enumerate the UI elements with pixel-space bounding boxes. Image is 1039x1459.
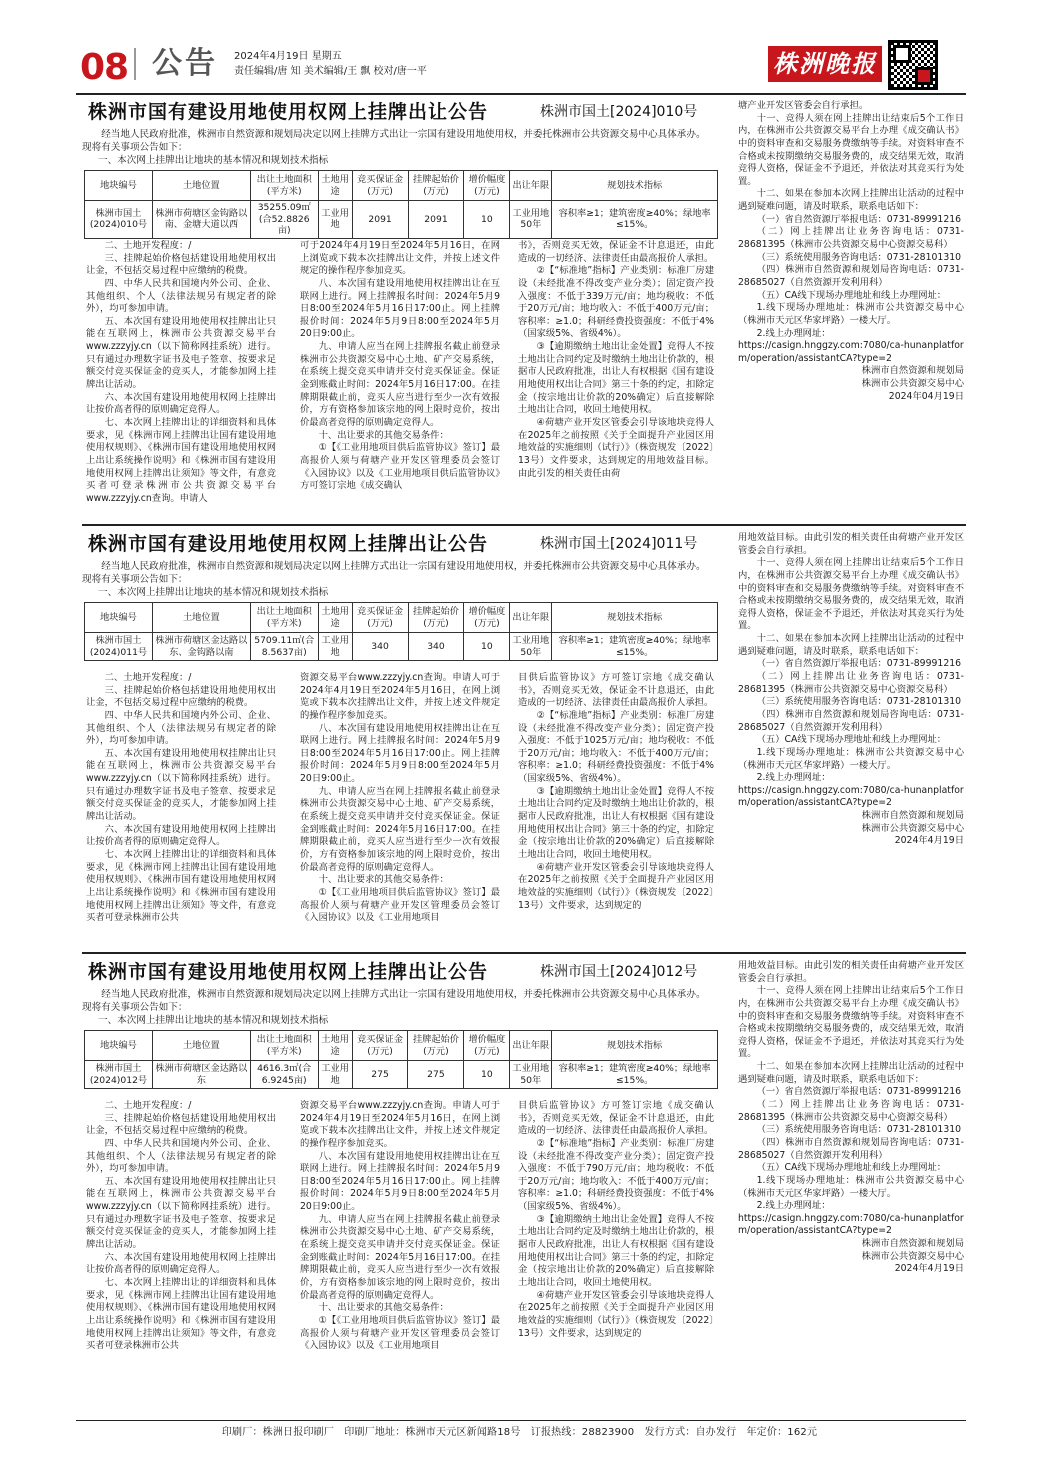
paragraph: 十、出让要求的其他交易条件： [318, 1302, 449, 1314]
table-cell: 10 [464, 633, 510, 661]
paragraph: ②【“标准地”指标】产业类别：标准厂房建设（未经批准不得改变产业分类）；固定资产投入强度：不低于339万元/亩；地均税收：不低于20万元/亩；地均收入：不低于400万元/亩；容积率：≥1.0；科研经费投资强度：不低于4%（国家级5%、省级4%）。 [518, 265, 714, 340]
paragraph: 六、本次国有建设用地使用权网上挂牌出让按价高者得的原则确定竞得人。 [86, 1251, 276, 1276]
paragraph: 2.线上办理网址： [756, 327, 831, 339]
signature-line: 株洲市自然资源和规划局 [861, 810, 964, 822]
text-column-col3 [518, 672, 714, 912]
paragraph: 五、本次国有建设用地使用权挂牌出让只能在互联网上，株洲市公共资源交易平台www.zzzyjy.cn（以下简称网挂系统）进行。只有通过办理数字证书及电子签章、按要求足额交付竞买保证金的竞买人，才能参加网上挂牌出让活动。 [86, 315, 276, 391]
paragraph: 二、土地开发程度：/ [104, 1100, 192, 1111]
table-cell: 275 [408, 1061, 464, 1089]
table-header-cell: 土地位置 [152, 603, 250, 633]
signature-line: 2024年04月19日 [888, 390, 964, 402]
table-header-cell: 地块编号 [85, 171, 153, 201]
table-header-cell: 增价幅度(万元) [464, 171, 510, 201]
table-header-cell: 规划技术指标 [552, 1031, 718, 1061]
table-cell: 10 [464, 201, 510, 239]
paragraph: 六、本次国有建设用地使用权网上挂牌出让按价高者得的原则确定竞得人。 [86, 823, 276, 848]
notice-intro: 经当地人民政府批准，株洲市自然资源和规划局决定以网上挂牌方式出让一宗国有建设用地使用权，并委托株洲市公共资源交易中心具体承办。现将有关事项公告如下： [82, 129, 706, 154]
paragraph: （五）CA线下现场办理地址和线上办理网址： [756, 1162, 947, 1174]
paragraph: 三、挂牌起始价格包括建设用地使用权出让金，不包括交易过程中应缴纳的税费。 [86, 1112, 276, 1137]
paragraph: 六、本次国有建设用地使用权网上挂牌出让按价高者得的原则确定竞得人。 [86, 391, 276, 416]
paragraph: 1.线下现场办理地址：株洲市公共资源交易中心（株洲市天元区华家坪路）一楼大厅。 [738, 302, 964, 326]
land-table [84, 170, 718, 239]
land-table [84, 602, 718, 661]
notice-intro: 经当地人民政府批准，株洲市自然资源和规划局决定以网上挂牌方式出让一宗国有建设用地使用权，并委托株洲市公共资源交易中心具体承办。现将有关事项公告如下： [82, 989, 706, 1014]
table-header-cell: 土地位置 [152, 1031, 250, 1061]
paragraph: ③【逾期缴纳土地出让金处置】竞得人不按土地出让合同约定及时缴纳土地出让价款的，根据市人民政府批准，出让人有权根据《国有建设用地使用权出让合同》第三十条的约定，扣除定金（按宗地出让价款的20%确定）后直接解除土地出让合同，收回土地使用权。 [518, 1213, 714, 1288]
table-header-cell: 竞买保证金(万元) [352, 1031, 408, 1061]
table-cell: 35255.09㎡(合52.8826亩) [250, 201, 318, 239]
paragraph: 可于2024年4月19日至2024年5月16日，在网上浏览或下载本次挂牌出让文件，并按上述文件规定的操作程序参加竞买。 [300, 240, 500, 277]
paragraph: （四）株洲市自然资源和规划局咨询电话：0731-28685027（自然资源开发利用科） [738, 1136, 964, 1161]
paragraph: 1.线下现场办理地址：株洲市公共资源交易中心（株洲市天元区华家坪路）一楼大厅。 [738, 1174, 964, 1199]
paragraph: （二）网上挂牌出让业务咨询电话：0731-28681395（株洲市公共资源交易中心资源交易科） [738, 671, 964, 695]
paragraph: ④荷塘产业开发区管委会引导该地块竞得人在2025年之前按照《关于全面提升产业园区用地效益的实施细则（试行）》（株资规发〔2022〕13号）文件要求，达到规定的 [518, 861, 714, 911]
paragraph: （四）株洲市自然资源和规划局咨询电话：0731-28685027（自然资源开发利用科） [738, 264, 964, 288]
paragraph: （三）系统使用服务咨询电话：0731-28101310 [756, 1124, 962, 1136]
table-cell: 株洲市荷塘区金钩路以南、金塘大道以西 [152, 201, 250, 239]
paragraph: 五、本次国有建设用地使用权挂牌出让只能在互联网上，株洲市公共资源交易平台www.zzzyjy.cn（以下简称网挂系统）进行。只有通过办理数字证书及电子签章、按要求足额交付竞买保证金的竞买人，才能参加网上挂牌出让活动。 [86, 1175, 276, 1251]
footer-rule [76, 1420, 966, 1421]
paragraph: 十二、如果在参加本次网上挂牌出让活动的过程中遇到疑难问题，请及时联系，联系电话如下： [738, 188, 964, 213]
paragraph: https://casign.hnggzy.com:7080/ca-hunanplatform/operation/assistantCA?type=2 [738, 784, 964, 809]
section-heading: 一、本次网上挂牌出让地块的基本情况和规划技术指标 [98, 587, 329, 598]
paragraph: ④荷塘产业开发区管委会引导该地块竞得人在2025年之前按照《关于全面提升产业园区用地效益的实施细则（试行）》（株资规发〔2022〕13号）文件要求，达到规定的用地效益目标。由此引发的相关责任由荷 [518, 416, 714, 479]
paragraph: 四、中华人民共和国境内外公司、企业、其他组织、个人（法律法规另有规定者的除外），均可参加申请。 [86, 709, 276, 747]
table-cell: 5709.11㎡(合8.5637亩) [250, 633, 318, 661]
table-cell: 株洲市国土(2024)010号 [85, 201, 153, 239]
paragraph: https://casign.hnggzy.com:7080/ca-hunanplatform/operation/assistantCA?type=2 [738, 1212, 964, 1237]
header-rule [76, 93, 966, 95]
notice-separator [82, 952, 966, 954]
signature-line: 2024年4月19日 [894, 835, 964, 847]
table-cell: 340 [408, 633, 464, 661]
paragraph: 四、中华人民共和国境内外公司、企业、其他组织、个人（法律法规另有规定者的除外），均可参加申请。 [86, 277, 276, 315]
signature-line: 2024年4月19日 [894, 1263, 964, 1275]
paragraph: 目供后监管协议》方可签订宗地《成交确认书》，否则竞买无效，保证金不计息退还，由此造成的一切经济、法律责任由最高报价人承担。 [518, 1100, 714, 1137]
table-row [85, 633, 718, 661]
paragraph: ④荷塘产业开发区管委会引导该地块竞得人在2025年之前按照《关于全面提升产业园区用地效益的实施细则（试行）》（株资规发〔2022〕13号）文件要求，达到规定的 [518, 1289, 714, 1339]
paragraph: ③【逾期缴纳土地出让金处置】竞得人不按土地出让合同约定及时缴纳土地出让价款的，根据市人民政府批准，出让人有权根据《国有建设用地使用权出让合同》第三十条的约定，扣除定金（按宗地出让价款的20%确定）后直接解除土地出让合同，收回土地使用权。 [518, 785, 714, 860]
table-cell: 工业用地50年 [510, 201, 552, 239]
table-header-cell: 土地位置 [152, 171, 250, 201]
paragraph: 七、本次网上挂牌出让的详细资料和具体要求，见《株洲市网上挂牌出让国有建设用地使用权规则》、《株洲市国有建设用地使用权网上出让系统操作说明》和《株洲市国有建设用地使用权网上挂牌出让须知》等文件，有意竞买者可登录株洲市公共 [86, 848, 276, 924]
notice-separator [82, 524, 966, 526]
paragraph: （二）网上挂牌出让业务咨询电话：0731-28681395（株洲市公共资源交易中心资源交易科） [738, 226, 964, 251]
table-cell: 株洲市国土(2024)012号 [85, 1061, 153, 1089]
text-column-col2 [300, 1100, 500, 1353]
paragraph: （一）省自然资源厅举报电话：0731-89991216 [756, 1086, 962, 1098]
text-column-col1 [86, 240, 276, 505]
header-divider [134, 48, 136, 80]
table-cell: 容积率≥1；建筑密度≥40%；绿地率≤15%。 [552, 1061, 718, 1089]
notice-title: 株洲市国有建设用地使用权网上挂牌出让公告 [88, 101, 489, 123]
paragraph: 二、土地开发程度：/ [104, 240, 192, 251]
paragraph: ②【“标准地”指标】产业类别：标准厂房建设（未经批准不得改变产业分类）；固定资产投入强度：不低于1025万元/亩；地均税收：不低于20万元/亩；地均收入：不低于400万元/亩；容积率：≥1.0；科研经费投资强度：不低于4%（国家级5%、省级4%）。 [518, 709, 714, 785]
table-cell: 容积率≥1；建筑密度≥40%；绿地率≤15%。 [552, 633, 718, 661]
page-number: 08 [80, 47, 129, 88]
table-cell: 2091 [408, 201, 464, 239]
text-column-col2 [300, 672, 500, 925]
paragraph: 九、申请人应当在网上挂牌报名截止前登录株洲市公共资源交易中心土地、矿产交易系统，在系统上提交竞买申请并交付竞买保证金。保证金到账截止时间：2024年5月16日17:00。在挂牌期限截止前，竞买人应当进行至少一次有效报价，方有资格参加该宗地的网上限时竞价，按出价最高者竞得的原则确定竞得人。 [300, 341, 500, 428]
issue-date: 2024年4月19日 星期五 [234, 51, 342, 62]
header-meta [234, 50, 427, 79]
table-header-cell: 增价幅度(万元) [464, 1031, 510, 1061]
land-notice [82, 960, 966, 1380]
signature-line: 株洲市公共资源交易中心 [861, 378, 964, 390]
masthead [76, 38, 968, 92]
paragraph: （一）省自然资源厅举报电话：0731-89991216 [756, 658, 962, 670]
table-cell: 2091 [352, 201, 408, 239]
paragraph: 塘产业开发区管委会自行承担。 [738, 100, 869, 111]
land-notice [82, 100, 966, 520]
table-header-row [85, 603, 718, 633]
table-header-cell: 出让土地面积(平方米) [250, 171, 318, 201]
paragraph: 七、本次网上挂牌出让的详细资料和具体要求，见《株洲市网上挂牌出让国有建设用地使用权规则》、《株洲市国有建设用地使用权网上出让系统操作说明》和《株洲市国有建设用地使用权网上挂牌出让须知》等文件，有意竞买者可登录株洲市公共资源交易平台www.zzzyjy.cn查询。申请人 [86, 416, 276, 504]
signature-line: 株洲市公共资源交易中心 [861, 1250, 964, 1262]
text-column-col2 [300, 240, 500, 493]
table-cell: 10 [464, 1061, 510, 1089]
paragraph: 八、本次国有建设用地使用权挂牌出让在互联网上进行。网上挂牌报名时间：2024年5月9日8:00至2024年5月16日17:00止。网上挂牌报价时间：2024年5月9日8:00至2024年5月20日9:00止。 [300, 1150, 500, 1213]
section-title: 公告 [152, 46, 218, 81]
table-cell: 工业用地 [318, 1061, 352, 1089]
table-header-cell: 规划技术指标 [552, 603, 718, 633]
table-header-cell: 出让年限 [510, 603, 552, 633]
paragraph: 2.线上办理网址： [756, 772, 831, 784]
paragraph: 八、本次国有建设用地使用权挂牌出让在互联网上进行。网上挂牌报名时间：2024年5月9日8:00至2024年5月16日17:00止。网上挂牌报价时间：2024年5月9日8:00至2024年5月20日9:00止。 [300, 277, 500, 340]
table-header-row [85, 171, 718, 201]
paragraph: ①【《工业用地项目供后监管协议》签订】最高报价人须与荷塘产业开发区管理委员会签订《入园协议》以及《工业用地项目供后监管协议》方可签订宗地《成交确认 [300, 442, 500, 492]
text-column-col1 [86, 672, 276, 925]
table-cell: 工业用地 [318, 633, 352, 661]
table-header-cell: 挂牌起始价(万元) [408, 603, 464, 633]
paragraph: 十二、如果在参加本次网上挂牌出让活动的过程中遇到疑难问题，请及时联系，联系电话如下： [738, 1061, 964, 1085]
table-header-cell: 土地用途 [318, 1031, 352, 1061]
text-column-col4 [738, 960, 964, 1276]
paragraph: 资源交易平台www.zzzyjy.cn查询。申请人可于2024年4月19日至2024年5月16日，在网上浏览或下载本次挂牌出让文件，并按上述文件规定的操作程序参加竞买。 [300, 672, 500, 721]
text-column-col4 [738, 100, 964, 403]
table-header-cell: 地块编号 [85, 1031, 153, 1061]
table-header-cell: 出让年限 [510, 171, 552, 201]
text-column-col1 [86, 1100, 276, 1353]
paragraph: 十二、如果在参加本次网上挂牌出让活动的过程中遇到疑难问题，请及时联系，联系电话如下： [738, 633, 964, 657]
section-heading: 一、本次网上挂牌出让地块的基本情况和规划技术指标 [98, 1015, 329, 1026]
table-header-cell: 竞买保证金(万元) [352, 603, 408, 633]
table-header-cell: 出让土地面积(平方米) [250, 1031, 318, 1061]
table-header-cell: 地块编号 [85, 603, 153, 633]
paragraph: 九、申请人应当在网上挂牌报名截止前登录株洲市公共资源交易中心土地、矿产交易系统，在系统上提交竞买申请并交付竞买保证金。保证金到账截止时间：2024年5月16日17:00。在挂牌期限截止前，竞买人应当进行至少一次有效报价，方有资格参加该宗地的网上限时竞价，按出价最高者竞得的原则确定竞得人。 [300, 1213, 500, 1301]
land-notice [82, 532, 966, 952]
paragraph: （二）网上挂牌出让业务咨询电话：0731-28681395（株洲市公共资源交易中心资源交易科） [738, 1099, 964, 1123]
qr-code-icon [888, 40, 938, 90]
text-column-col4 [738, 532, 964, 848]
paragraph: 七、本次网上挂牌出让的详细资料和具体要求，见《株洲市网上挂牌出让国有建设用地使用权规则》、《株洲市国有建设用地使用权网上出让系统操作说明》和《株洲市国有建设用地使用权网上挂牌出让须知》等文件，有意竞买者可登录株洲市公共 [86, 1276, 276, 1352]
editors-line: 责任编辑/唐 知 美术编辑/王 飘 校对/唐一平 [234, 65, 427, 77]
paragraph: 2.线上办理网址： [756, 1200, 831, 1212]
table-header-row [85, 1031, 718, 1061]
paragraph: （一）省自然资源厅举报电话：0731-89991216 [756, 213, 962, 225]
table-header-cell: 挂牌起始价(万元) [408, 171, 464, 201]
paragraph: 五、本次国有建设用地使用权挂牌出让只能在互联网上，株洲市公共资源交易平台www.zzzyjy.cn（以下简称网挂系统）进行。只有通过办理数字证书及电子签章、按要求足额交付竞买保证金的竞买人，才能参加网上挂牌出让活动。 [86, 747, 276, 823]
paragraph: 九、申请人应当在网上挂牌报名截止前登录株洲市公共资源交易中心土地、矿产交易系统，在系统上提交竞买申请并交付竞买保证金。保证金到账截止时间：2024年5月16日17:00。在挂牌期限截止前，竞买人应当进行至少一次有效报价，方有资格参加该宗地的网上限时竞价，按出价最高者竞得的原则确定竞得人。 [300, 785, 500, 873]
paragraph: 三、挂牌起始价格包括建设用地使用权出让金，不包括交易过程中应缴纳的税费。 [86, 252, 276, 277]
table-cell: 275 [352, 1061, 408, 1089]
table-header-cell: 增价幅度(万元) [464, 603, 510, 633]
paragraph: https://casign.hnggzy.com:7080/ca-hunanplatform/operation/assistantCA?type=2 [738, 340, 964, 364]
paragraph: 十一、竞得人须在网上挂牌出让结束后5个工作日内，在株洲市公共资源交易平台上办理《成交确认书》中的资料审查和交易服务费缴纳等手续。对资料审查不合格或未按期缴纳交易服务费的，成交结果无效，取消竞得人资格，保证金不予退还，并依法对其竞买行为处置。 [738, 557, 964, 632]
paragraph: 八、本次国有建设用地使用权挂牌出让在互联网上进行。网上挂牌报名时间：2024年5月9日8:00至2024年5月16日17:00止。网上挂牌报价时间：2024年5月9日8:00至2024年5月20日9:00止。 [300, 722, 500, 785]
notice-title: 株洲市国有建设用地使用权网上挂牌出让公告 [88, 533, 489, 555]
newspaper-logo: 株洲晚报 [768, 46, 882, 82]
signature-line: 株洲市公共资源交易中心 [861, 822, 964, 834]
table-header-cell: 规划技术指标 [552, 171, 718, 201]
paragraph: 二、土地开发程度：/ [104, 672, 192, 683]
paragraph: 十、出让要求的其他交易条件： [318, 874, 449, 886]
notice-number: 株洲市国土[2024]010号 [540, 104, 698, 120]
paragraph: ①【《工业用地项目供后监管协议》签订】最高报价人须与荷塘产业开发区管理委员会签订《入园协议》以及《工业用地项目 [300, 1314, 500, 1352]
paragraph: （三）系统使用服务咨询电话：0731-28101310 [756, 251, 962, 263]
signature-line: 株洲市自然资源和规划局 [861, 1238, 964, 1250]
paragraph: ①【《工业用地项目供后监管协议》签订】最高报价人须与荷塘产业开发区管理委员会签订《入园协议》以及《工业用地项目 [300, 886, 500, 924]
table-header-cell: 出让年限 [510, 1031, 552, 1061]
paragraph: （五）CA线下现场办理地址和线上办理网址： [756, 734, 947, 746]
table-cell: 株洲市荷塘区金达路以东、金钩路以南 [152, 633, 250, 661]
text-column-col3 [518, 1100, 714, 1340]
table-header-cell: 竞买保证金(万元) [352, 171, 408, 201]
table-row [85, 1061, 718, 1089]
table-cell: 容积率≥1；建筑密度≥40%；绿地率≤15%。 [552, 201, 718, 239]
paragraph: （三）系统使用服务咨询电话：0731-28101310 [756, 696, 962, 708]
paragraph: ②【“标准地”指标】产业类别：标准厂房建设（未经批准不得改变产业分类）；固定资产投入强度：不低于790万元/亩；地均税收：不低于20万元/亩；地均收入：不低于400万元/亩；容积率：≥1.0；科研经费投资强度：不低于4%（国家级5%、省级4%）。 [518, 1137, 714, 1213]
notice-title: 株洲市国有建设用地使用权网上挂牌出让公告 [88, 961, 489, 983]
table-cell: 4616.3㎡(合6.9245亩) [250, 1061, 318, 1089]
table-cell: 340 [352, 633, 408, 661]
notice-number: 株洲市国土[2024]012号 [540, 964, 698, 980]
table-header-cell: 出让土地面积(平方米) [250, 603, 318, 633]
notice-number: 株洲市国土[2024]011号 [540, 536, 698, 552]
table-header-cell: 土地用途 [318, 603, 352, 633]
notice-intro: 经当地人民政府批准，株洲市自然资源和规划局决定以网上挂牌方式出让一宗国有建设用地使用权，并委托株洲市公共资源交易中心具体承办。现将有关事项公告如下： [82, 561, 706, 586]
paragraph: 目供后监管协议》方可签订宗地《成交确认书》，否则竞买无效，保证金不计息退还，由此造成的一切经济、法律责任由最高报价人承担。 [518, 672, 714, 709]
print-footer: 印刷厂：株洲日报印刷厂 印刷厂地址：株洲市天元区新闻路18号 订报热线：28823900 发行方式：自办发行 年定价：162元 [221, 1427, 818, 1438]
table-row [85, 201, 718, 239]
paragraph: 四、中华人民共和国境内外公司、企业、其他组织、个人（法律法规另有规定者的除外），均可参加申请。 [86, 1137, 276, 1175]
paragraph: 十一、竞得人须在网上挂牌出让结束后5个工作日内，在株洲市公共资源交易平台上办理《成交确认书》中的资料审查和交易服务费缴纳等手续。对资料审查不合格或未按期缴纳交易服务费的，成交结果无效，取消竞得人资格，保证金不予退还，并依法对其竞买行为处置。 [738, 112, 964, 187]
table-cell: 工业用地 [318, 201, 352, 239]
paragraph: 书》，否则竞买无效，保证金不计息退还，由此造成的一切经济、法律责任由最高报价人承担。 [518, 240, 714, 264]
paragraph: 1.线下现场办理地址：株洲市公共资源交易中心（株洲市天元区华家坪路）一楼大厅。 [738, 746, 964, 771]
paragraph: 资源交易平台www.zzzyjy.cn查询。申请人可于2024年4月19日至2024年5月16日，在网上浏览或下载本次挂牌出让文件，并按上述文件规定的操作程序参加竞买。 [300, 1100, 500, 1149]
table-header-cell: 挂牌起始价(万元) [408, 1031, 464, 1061]
table-cell: 工业用地50年 [510, 633, 552, 661]
paragraph: 十一、竞得人须在网上挂牌出让结束后5个工作日内，在株洲市公共资源交易平台上办理《成交确认书》中的资料审查和交易服务费缴纳等手续。对资料审查不合格或未按期缴纳交易服务费的，成交结果无效，取消竞得人资格，保证金不予退还，并依法对其竞买行为处置。 [738, 985, 964, 1060]
paragraph: （五）CA线下现场办理地址和线上办理网址： [756, 289, 947, 301]
land-table [84, 1030, 718, 1089]
table-cell: 株洲市荷塘区金达路以东 [152, 1061, 250, 1089]
paragraph: 三、挂牌起始价格包括建设用地使用权出让金，不包括交易过程中应缴纳的税费。 [86, 684, 276, 709]
table-header-cell: 土地用途 [318, 171, 352, 201]
signature-line: 株洲市自然资源和规划局 [861, 365, 964, 377]
table-cell: 株洲市国土(2024)011号 [85, 633, 153, 661]
paragraph: 用地效益目标。由此引发的相关责任由荷塘产业开发区管委会自行承担。 [738, 960, 964, 984]
paragraph: 用地效益目标。由此引发的相关责任由荷塘产业开发区管委会自行承担。 [738, 532, 964, 556]
text-column-col3 [518, 240, 714, 480]
paragraph: 十、出让要求的其他交易条件： [318, 429, 449, 441]
table-cell: 工业用地50年 [510, 1061, 552, 1089]
section-heading: 一、本次网上挂牌出让地块的基本情况和规划技术指标 [98, 155, 329, 166]
paragraph: （四）株洲市自然资源和规划局咨询电话：0731-28685027（自然资源开发利用科） [738, 708, 964, 733]
paragraph: ③【逾期缴纳土地出让金处置】竞得人不按土地出让合同约定及时缴纳土地出让价款的，根据市人民政府批准，出让人有权根据《国有建设用地使用权出让合同》第三十条的约定，扣除定金（按宗地出让价款的20%确定）后直接解除土地出让合同，收回土地使用权。 [518, 341, 714, 416]
